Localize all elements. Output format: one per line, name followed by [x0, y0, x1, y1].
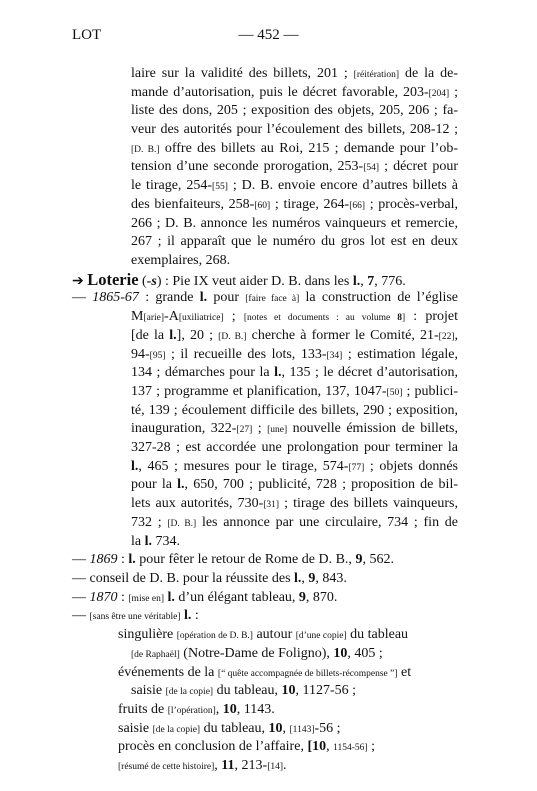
text-run: autour — [252, 627, 296, 642]
text-run: [de Raphaël] — [131, 650, 180, 660]
text-run: l. — [177, 477, 185, 492]
text-run: nouvelle émission de billets, — [287, 421, 458, 436]
running-head-keyword: LOT — [72, 27, 102, 43]
text-run: l. — [199, 290, 208, 305]
text-run: [l’opération] — [167, 706, 216, 716]
text-run: ; publici- — [402, 384, 458, 399]
text-run: 137 ; programme et planification, 137, 1047- — [131, 384, 387, 399]
text-run: [d’une copie] — [295, 631, 347, 641]
text-run: ; décret pour — [379, 159, 459, 174]
text-run: 10 — [333, 646, 348, 661]
text-run: l. — [131, 459, 139, 474]
text-run: exemplaires, 268. — [131, 253, 231, 268]
text-run: : — [191, 608, 199, 623]
text-run: ; tirage, 264- — [270, 197, 350, 212]
text-run: [de la copie] — [165, 687, 214, 697]
text-run: [D. B.] — [218, 332, 247, 342]
text-run: [sans être une véritable] — [89, 612, 181, 622]
text-run: -56 ; — [314, 721, 341, 736]
text-run: 734. — [152, 534, 180, 549]
text-line — [131, 159, 458, 176]
text-run: . — [283, 758, 287, 773]
text-run: 10 — [268, 721, 283, 736]
text-run: saisie — [131, 683, 166, 698]
text-run: [54] — [363, 163, 380, 173]
text-run: du tableau, — [213, 683, 282, 698]
text-run: , 843. — [315, 571, 347, 586]
text-run: d’un élégant tableau, — [174, 590, 299, 605]
text-run: , — [360, 274, 368, 289]
text-run: ; — [367, 739, 375, 754]
text-run: , — [282, 721, 290, 736]
text-line — [72, 290, 458, 307]
text-line — [131, 515, 458, 532]
text-run: l. — [144, 534, 152, 549]
text-run: , — [326, 739, 334, 754]
text-line — [131, 477, 458, 493]
text-run: [réitération] — [353, 70, 400, 80]
text-run: ➔ — [72, 274, 88, 289]
text-run: [22] — [438, 332, 455, 342]
text-run: du tableau — [346, 627, 409, 642]
text-run: l. — [184, 608, 192, 623]
text-run: [“ quête accompagnée de billets-récompense ”] — [217, 669, 398, 679]
text-run: inauguration, 322- — [131, 421, 237, 436]
text-line — [72, 590, 337, 607]
text-run: l. — [169, 328, 177, 343]
text-run: le tirage, 254- — [131, 178, 213, 193]
text-run: [1143] — [289, 725, 315, 735]
text-run: ; procès-verbal, — [365, 197, 458, 212]
text-line — [131, 683, 356, 700]
text-run: [notes et documents : au volume — [243, 313, 398, 323]
text-line — [118, 665, 411, 682]
text-run: [résumé de cette histoire] — [118, 762, 215, 772]
text-run: ) : Pie IX veut aider D. B. dans les — [156, 274, 353, 289]
text-run: , 1143. — [236, 702, 275, 717]
text-run: [une] — [267, 425, 288, 435]
text-run: 1869 — [89, 552, 118, 567]
text-run: 9 — [355, 552, 363, 567]
text-line — [118, 721, 341, 738]
text-run: 134 ; démarches pour la — [131, 365, 275, 380]
text-run: : — [117, 590, 129, 605]
text-line — [72, 608, 199, 625]
text-run: 10 — [281, 683, 296, 698]
text-run: pour — [207, 290, 246, 305]
text-run: l. — [128, 552, 136, 567]
text-run: [opération de D. B.] — [176, 631, 253, 641]
text-run: ; objets donnés — [364, 459, 459, 474]
text-run: [D. B.] — [167, 519, 197, 529]
text-run: tension d’une seconde prorogation, 253- — [131, 159, 364, 174]
text-run: , — [215, 702, 223, 717]
text-run: [de la copie] — [152, 725, 201, 735]
text-line — [118, 739, 375, 756]
text-run: , 405 ; — [347, 646, 383, 661]
text-run: ; — [449, 85, 459, 100]
text-run: , 465 ; mesures pour le tirage, 574- — [138, 459, 349, 474]
text-run: mande d’autorisation, puis le décret favorable, 203- — [131, 85, 429, 100]
text-run: l. — [352, 274, 361, 289]
text-run: l. — [274, 365, 282, 380]
text-line — [72, 552, 394, 568]
text-run: 1154-56] — [333, 743, 368, 753]
text-line — [131, 216, 458, 232]
text-run: 327-28 ; est accordée une prolongation pour terminer la — [131, 440, 458, 455]
text-run: [95] — [149, 351, 166, 361]
text-run: [77] — [348, 463, 365, 473]
text-run: [faire face à] — [245, 294, 300, 304]
text-run: (Notre-Dame de Foligno), — [179, 646, 334, 661]
text-run: [34] — [326, 351, 343, 361]
text-run: , — [214, 758, 222, 773]
text-run: , 562. — [362, 552, 394, 567]
text-run: laire sur la validité des billets, 201 ; — [131, 66, 354, 81]
text-run: 732 ; — [131, 515, 168, 530]
text-run: 94- — [131, 347, 150, 362]
text-line — [131, 347, 458, 364]
text-run: liste des dons, 205 ; exposition des objets, 205, 206 ; fa- — [131, 103, 458, 118]
text-line — [131, 66, 458, 83]
text-line — [131, 141, 458, 158]
text-run: ; tirage des billets vainqueurs, — [279, 496, 458, 511]
text-run: [D. B.] — [131, 145, 160, 155]
text-run: [55] — [212, 182, 228, 192]
text-run: ], 20 ; — [176, 328, 219, 343]
text-run: : — [117, 552, 129, 567]
text-line — [118, 702, 275, 719]
text-run: 8 — [397, 313, 402, 323]
text-run: ; D. B. envoie encore d’autres billets à — [227, 178, 458, 193]
text-line — [131, 309, 458, 326]
text-run: 7 — [367, 274, 375, 289]
text-run: ] — [402, 313, 406, 323]
text-line — [131, 459, 458, 476]
text-line — [131, 103, 458, 119]
text-line — [131, 85, 458, 102]
text-line — [131, 365, 458, 381]
text-run: — — [72, 552, 90, 567]
text-run: — — [72, 590, 90, 605]
text-run: [204] — [428, 89, 450, 99]
text-run: [uxiliatrice] — [178, 313, 224, 323]
text-run: : grande — [138, 290, 200, 305]
text-run: ; estimation légale, — [342, 347, 458, 362]
text-run: offre des billets au Roi, 215 ; demande pour l’ob- — [159, 141, 458, 156]
text-run: 9 — [308, 571, 316, 586]
text-run: pour fêter le retour de Rome de D. B., — [135, 552, 356, 567]
text-run: , 776. — [374, 274, 406, 289]
text-run: des bienfaiteurs, 258- — [131, 197, 255, 212]
text-run: 11 — [221, 758, 235, 773]
text-run: , 1127-56 ; — [295, 683, 357, 698]
text-run: ; — [252, 421, 268, 436]
text-line — [131, 534, 180, 550]
text-line — [131, 178, 458, 195]
text-run: singulière — [118, 627, 177, 642]
text-run: [mise en] — [128, 594, 165, 604]
text-line — [131, 122, 458, 138]
text-line — [72, 272, 406, 290]
text-line — [131, 328, 458, 345]
text-run: les annonce par une circulaire, 734 ; fin de — [196, 515, 458, 530]
text-run: ( — [138, 274, 147, 289]
text-run: — — [72, 290, 93, 305]
text-line — [131, 234, 458, 250]
text-run: cherche à former le Comité, 21- — [246, 328, 439, 343]
text-run: [31] — [263, 500, 280, 510]
page-number: — 452 — — [238, 27, 299, 43]
text-run: — — [72, 608, 90, 623]
text-run: 266 ; D. B. annonce les numéros vainqueurs et remercie, — [131, 216, 458, 231]
text-run: [66] — [349, 201, 366, 211]
text-line — [131, 384, 458, 401]
text-run: de la de- — [399, 66, 458, 81]
text-run: l. — [167, 590, 175, 605]
text-run: procès en conclusion de l’affaire, — [118, 739, 308, 754]
text-run: [27] — [236, 425, 253, 435]
text-run: 10 — [222, 702, 237, 717]
text-run: [10 — [307, 739, 327, 754]
text-line — [131, 403, 458, 419]
text-line — [72, 571, 347, 587]
text-run: , 213- — [234, 758, 268, 773]
text-run: 9 — [298, 590, 306, 605]
text-run: lets aux autorités, 730- — [131, 496, 264, 511]
text-run: pour la — [131, 477, 178, 492]
text-run: du tableau, — [200, 721, 269, 736]
text-line — [131, 646, 383, 663]
text-run: ; il recueille des lots, 133- — [165, 347, 327, 362]
text-run: , 135 ; le décret d’autorisation, — [281, 365, 458, 380]
text-run: , — [454, 328, 458, 343]
text-run: la — [131, 534, 145, 549]
text-run: -A — [164, 309, 179, 324]
text-line — [131, 253, 230, 269]
text-run: fruits de — [118, 702, 168, 717]
text-run: , 650, 700 ; publicité, 728 ; proposition de bil- — [184, 477, 458, 492]
text-run: 1870 — [89, 590, 118, 605]
text-line — [131, 440, 458, 456]
text-run: [de la — [131, 328, 170, 343]
text-run: Loterie — [87, 270, 139, 289]
text-run: l. — [294, 571, 302, 586]
text-run: [50] — [386, 388, 403, 398]
text-run: té, 139 ; écoulement difficile des billets, 290 ; exposition, — [131, 403, 458, 418]
text-run: 1865-67 — [92, 290, 139, 305]
text-run: ; — [223, 309, 244, 324]
text-run: , 870. — [305, 590, 338, 605]
text-run: [14] — [267, 762, 284, 772]
text-run: -s — [146, 274, 157, 289]
text-run: 267 ; il apparaît que le numéro du gros lot est en deux — [131, 234, 458, 249]
text-line — [131, 197, 458, 214]
text-line — [118, 627, 408, 644]
text-line — [118, 758, 287, 775]
text-run: M — [131, 309, 144, 324]
text-run: saisie — [118, 721, 153, 736]
text-run: la construction de l’église — [299, 290, 459, 305]
text-run: et — [397, 665, 412, 680]
text-line — [131, 421, 458, 438]
text-run: , — [301, 571, 309, 586]
text-run: veur des autorités pour l’écoulement des billets, 208-12 ; — [131, 122, 458, 137]
text-run: événements de la — [118, 665, 218, 680]
text-line — [131, 496, 458, 513]
text-run: : projet — [405, 309, 458, 324]
text-run: [arie] — [143, 313, 165, 323]
text-run: — conseil de D. B. pour la réussite des — [72, 571, 295, 586]
text-run: [60] — [254, 201, 271, 211]
